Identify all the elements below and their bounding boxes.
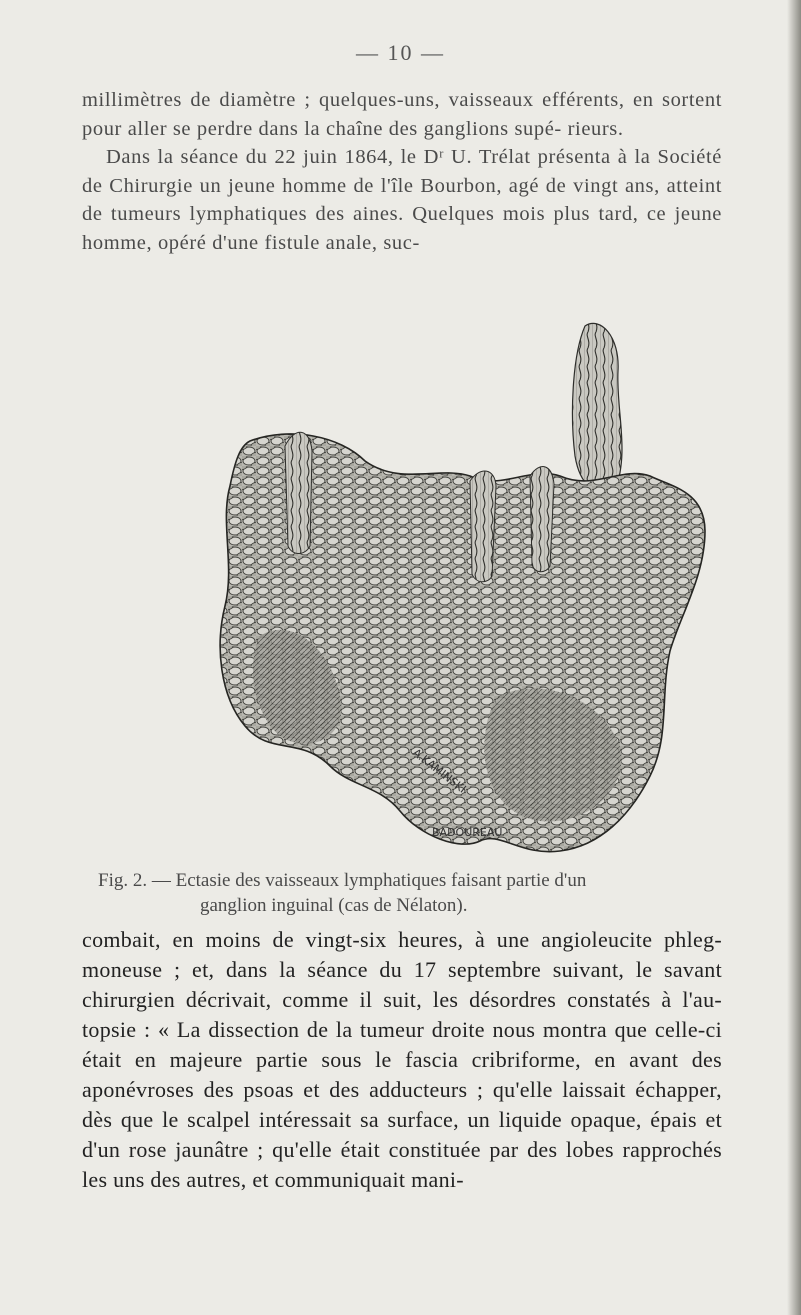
text-line: chirurgien décrivait, comme il suit, les désordres constatés à l'au- [82, 987, 722, 1012]
text-line: celle-ci était en majeure partie sous le fascia cribriforme, en [82, 1017, 722, 1072]
text-line: Dans la séance du 22 juin 1864, le Dʳ U. Trélat présenta à la [106, 146, 651, 168]
afferent-vessel [285, 432, 312, 553]
text-line: rieurs. [567, 117, 624, 140]
text-line: combait, en moins de vingt-six heures, à une angioleucite phleg- [82, 927, 722, 952]
afferent-vessel [470, 471, 496, 582]
text-line: topsie : « La dissection de la tumeur droite nous montra que [82, 1017, 648, 1042]
text-line: des lobes rapprochés les uns des autres, et communiquait mani- [82, 1137, 723, 1192]
paragraph-top [82, 86, 722, 257]
text-line: échapper, dès que le scalpel intéressait sa surface, un liquide [82, 1077, 722, 1132]
figure-caption [98, 868, 718, 918]
text-line: Société de Chirurgie un jeune homme de l'île Bourbon, agé de [82, 146, 722, 197]
afferent-vessel [530, 467, 554, 572]
page-number: — 10 — [356, 40, 445, 65]
text-line: millimètres de diamètre ; quelques-uns, vaisseaux efférents, en [82, 89, 654, 111]
caption-line: ganglion inguinal (cas de Nélaton). [200, 895, 468, 916]
text-line: opaque, épais et d'un rose jaunâtre ; qu'elle était constituée par [82, 1107, 722, 1162]
paragraph-bottom [82, 925, 722, 1195]
text-line: moneuse ; et, dans la séance du 17 septembre suivant, le savant [82, 957, 722, 982]
text-line: avant des aponévroses des psoas et des adducteurs ; qu'elle laissait [82, 1047, 722, 1102]
text-line: vingt ans, atteint de tumeurs lymphatiques des aines. Quelques [82, 174, 723, 225]
text-line: sortent pour aller se perdre dans la chaîne des ganglions supé- [82, 89, 722, 140]
text-line: mois plus tard, ce jeune homme, opéré d'une fistule anale, suc- [82, 203, 723, 254]
figure-illustration [200, 316, 720, 876]
caption-line: Fig. 2. — Ectasie des vaisseaux lymphatiques faisant partie d'un [98, 870, 587, 891]
page-edge-shadow [787, 0, 801, 1315]
engraver-signature-left: A.KAMINSKI [410, 746, 469, 796]
engraver-signature-right: BADOUREAU [432, 826, 503, 839]
lymph-node-engraving [200, 316, 720, 876]
efferent-vessel-trunk [572, 323, 622, 492]
